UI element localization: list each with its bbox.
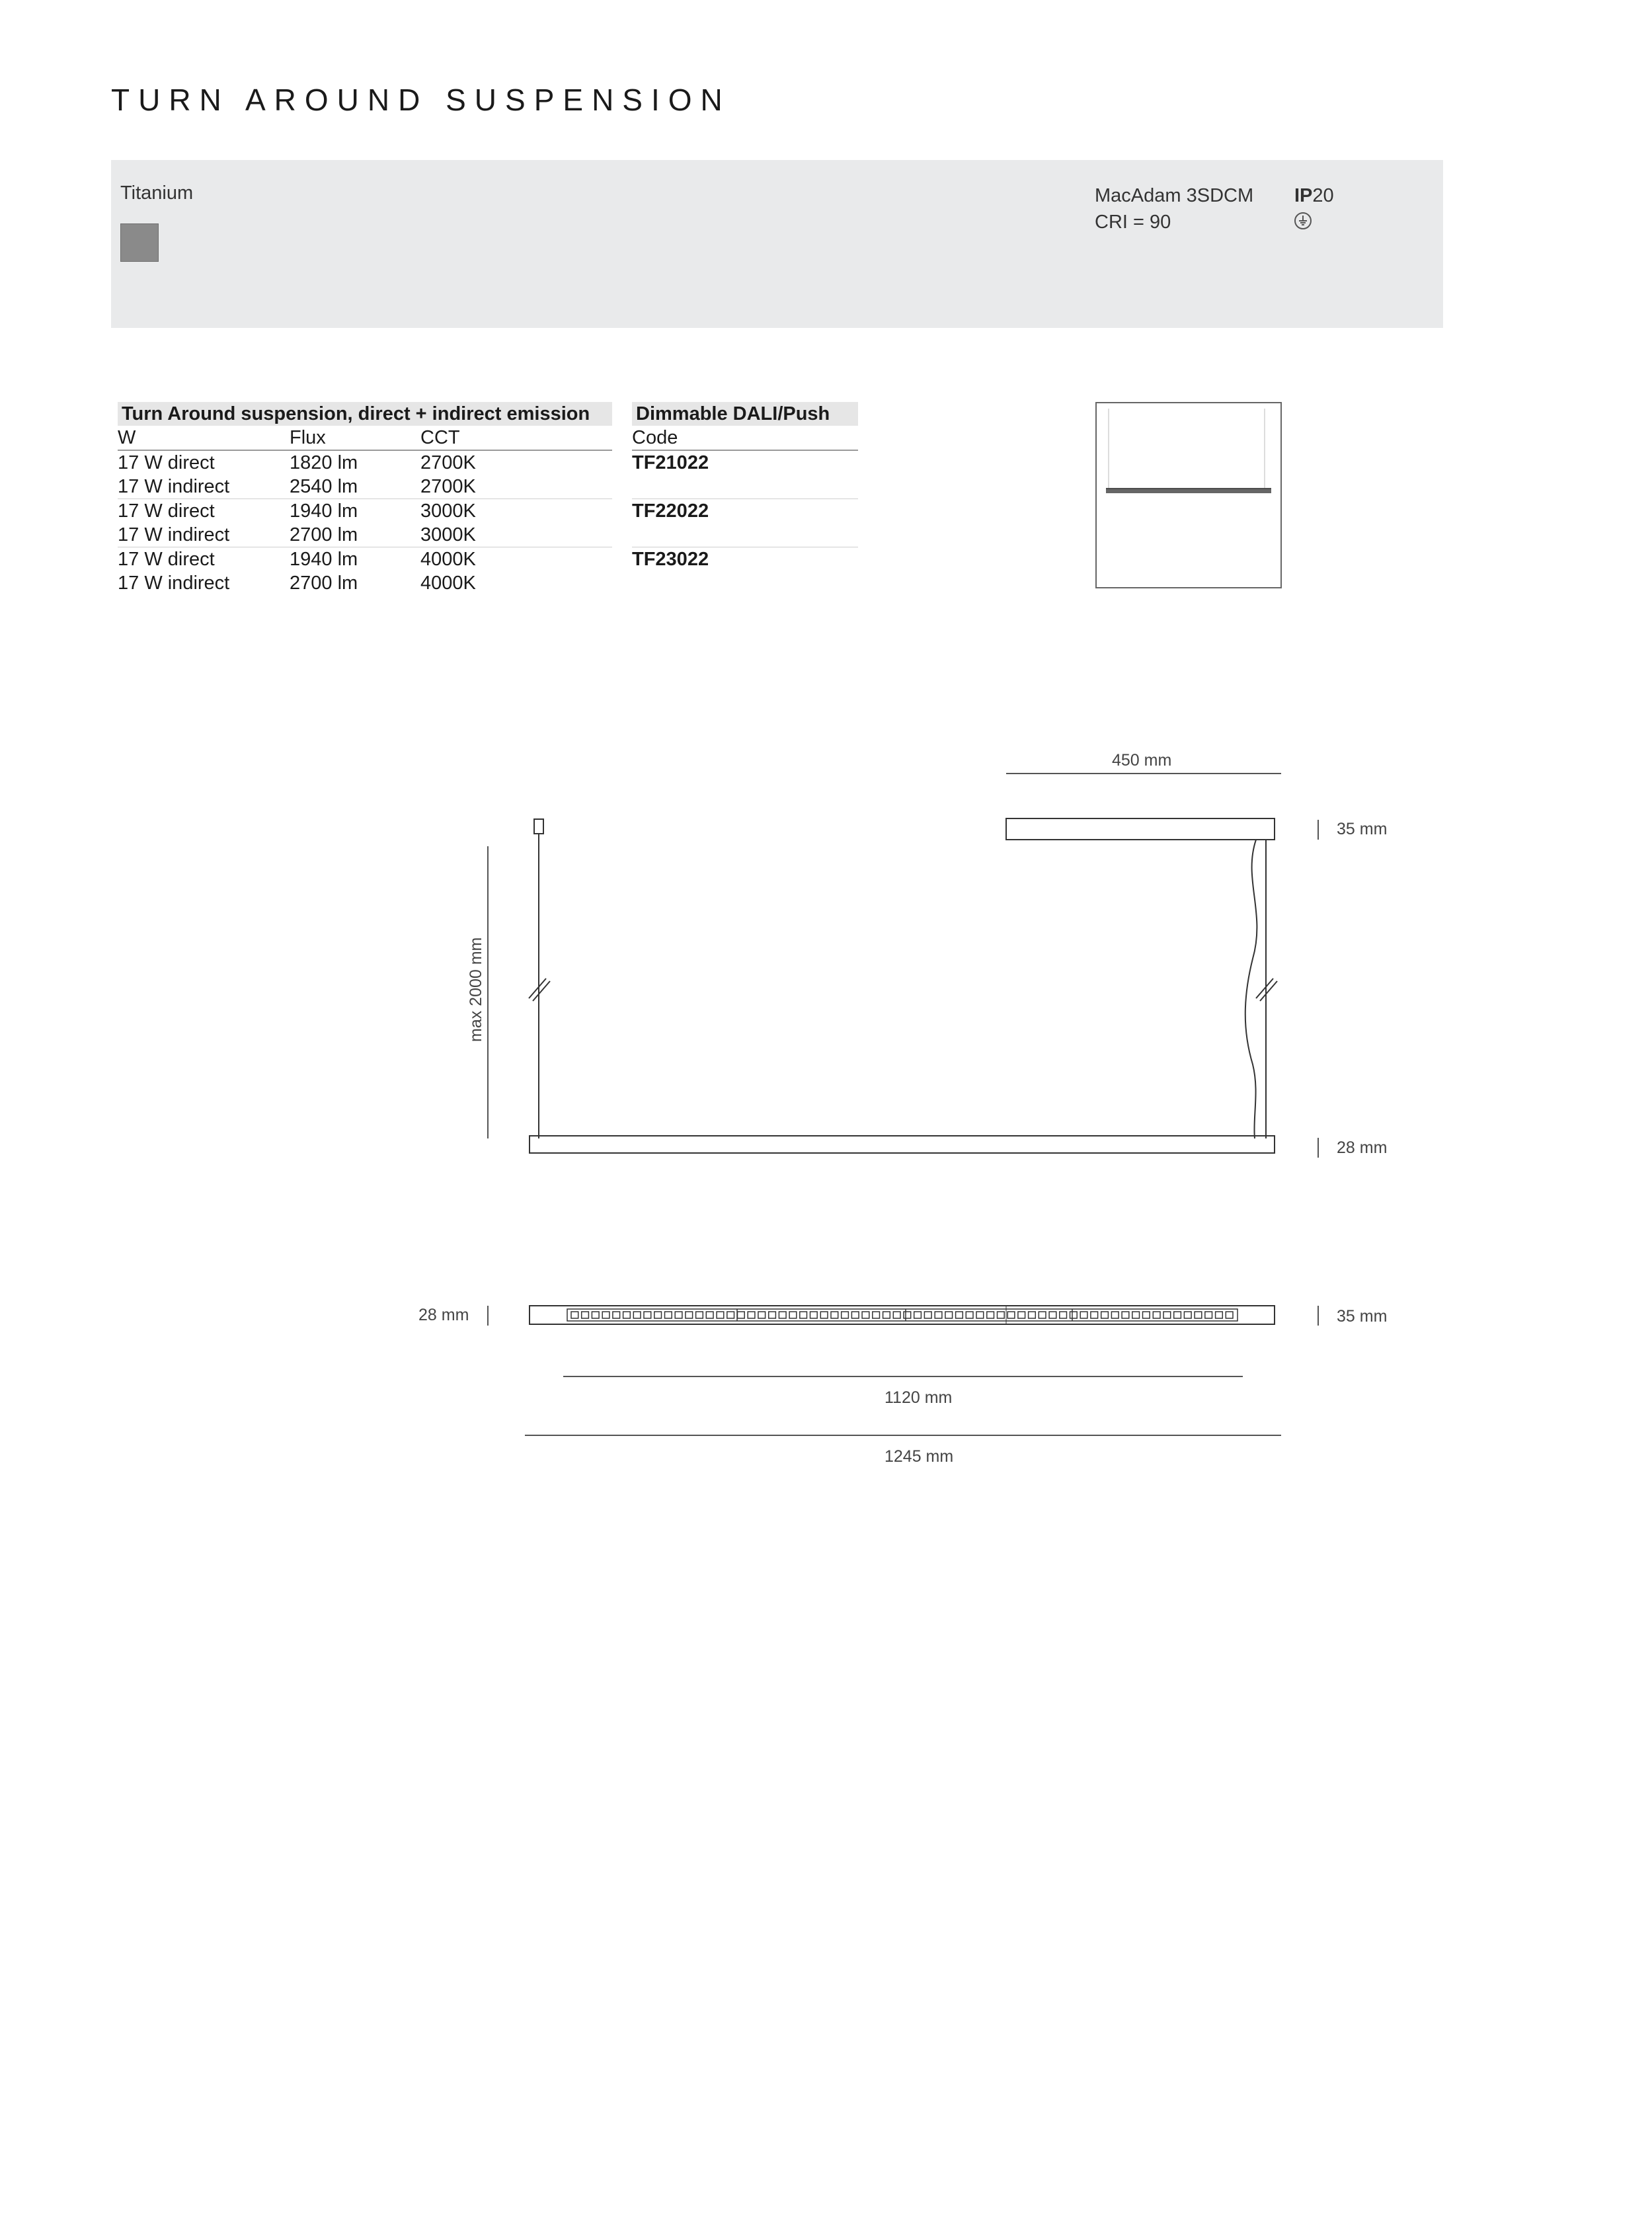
led-module [820, 1312, 828, 1318]
led-module [1049, 1312, 1056, 1318]
macadam-text: MacAdam 3SDCM [1095, 185, 1254, 206]
page-title: TURN AROUND SUSPENSION [111, 83, 731, 117]
led-module [987, 1312, 994, 1318]
dim-led-length: 1120 mm [885, 1388, 953, 1407]
led-module [945, 1312, 953, 1318]
led-module [831, 1312, 838, 1318]
led-module [613, 1312, 620, 1318]
led-module [842, 1312, 849, 1318]
led-module [862, 1312, 869, 1318]
dim-canopy-width: 450 mm [1112, 751, 1172, 770]
finish-label: Titanium [120, 182, 194, 204]
led-module [1111, 1312, 1119, 1318]
led-module [810, 1312, 818, 1318]
led-module [1205, 1312, 1212, 1318]
led-module [1091, 1312, 1098, 1318]
table-row: 17 W direct 1940 lm 4000K [118, 547, 612, 572]
led-module [582, 1312, 589, 1318]
led-module [633, 1312, 641, 1318]
power-cable [1245, 840, 1257, 1138]
led-array [571, 1309, 1233, 1321]
dim-max-length: max 2000 mm [467, 937, 485, 1042]
led-module [1101, 1312, 1109, 1318]
col-code: Code [632, 426, 858, 450]
table-row: 17 W direct 1940 lm 3000K [118, 499, 612, 524]
led-module [893, 1312, 900, 1318]
led-module [675, 1312, 682, 1318]
led-module [623, 1312, 631, 1318]
led-module [1070, 1312, 1078, 1318]
led-module [966, 1312, 973, 1318]
led-module [851, 1312, 859, 1318]
dim-canopy-height: 35 mm [1337, 820, 1388, 838]
led-module [1132, 1312, 1140, 1318]
wire-hook [534, 819, 543, 834]
led-module [654, 1312, 662, 1318]
led-module [738, 1312, 745, 1318]
led-module [706, 1312, 713, 1318]
led-module [1195, 1312, 1202, 1318]
product-code: TF22022 [632, 499, 858, 524]
led-module [935, 1312, 942, 1318]
led-module [976, 1312, 984, 1318]
luminaire-body [530, 1136, 1275, 1153]
led-module [998, 1312, 1005, 1318]
cri-text: CRI = 90 [1095, 212, 1171, 233]
led-module [769, 1312, 776, 1318]
dim-body-depth: 28 mm [418, 1306, 469, 1324]
product-code: TF21022 [632, 452, 709, 473]
product-code: TF23022 [632, 547, 858, 572]
led-module [1007, 1312, 1015, 1318]
led-module [789, 1312, 797, 1318]
led-module [1080, 1312, 1087, 1318]
led-module [1216, 1312, 1223, 1318]
led-module [717, 1312, 724, 1318]
led-module [914, 1312, 922, 1318]
led-module [727, 1312, 734, 1318]
col-cct: CCT [420, 426, 612, 450]
led-module [748, 1312, 755, 1318]
led-module [592, 1312, 599, 1318]
table-row: 17 W direct 1820 lm 2700K [118, 452, 476, 473]
dim-body-height: 28 mm [1337, 1138, 1388, 1157]
led-module [1153, 1312, 1160, 1318]
led-module [602, 1312, 610, 1318]
led-module [1018, 1312, 1025, 1318]
led-module [665, 1312, 672, 1318]
ip-value: 20 [1312, 185, 1334, 206]
col-flux: Flux [290, 426, 420, 450]
led-module [1060, 1312, 1067, 1318]
led-module [956, 1312, 963, 1318]
led-module [571, 1312, 578, 1318]
led-module [1163, 1312, 1171, 1318]
led-module [1184, 1312, 1191, 1318]
canopy-outline [1006, 818, 1275, 840]
spec-table-header: Turn Around suspension, direct + indirect emission [118, 402, 612, 426]
luminaire-bottom-view [530, 1306, 1275, 1324]
table-row: 17 W indirect 2700 lm 3000K [118, 524, 476, 545]
led-module [904, 1312, 911, 1318]
led-module [800, 1312, 807, 1318]
dim-total-length: 1245 mm [885, 1447, 954, 1466]
led-module [1143, 1312, 1150, 1318]
led-module [924, 1312, 931, 1318]
table-row: 17 W indirect 2540 lm 2700K [118, 475, 476, 497]
led-module [1122, 1312, 1129, 1318]
col-w: W [118, 426, 290, 450]
led-module [1174, 1312, 1181, 1318]
dim-body-height-bottom: 35 mm [1337, 1307, 1388, 1326]
led-module [779, 1312, 786, 1318]
ip-prefix: IP [1294, 185, 1313, 206]
led-module [1029, 1312, 1036, 1318]
led-module [696, 1312, 703, 1318]
led-module [873, 1312, 880, 1318]
table-row: 17 W indirect 2700 lm 4000K [118, 572, 476, 594]
led-module [644, 1312, 651, 1318]
led-module [883, 1312, 890, 1318]
code-table-header: Dimmable DALI/Push [632, 402, 858, 426]
led-module [758, 1312, 766, 1318]
led-module [1226, 1312, 1233, 1318]
led-module [686, 1312, 693, 1318]
led-strip [567, 1309, 1238, 1321]
led-module [1039, 1312, 1046, 1318]
